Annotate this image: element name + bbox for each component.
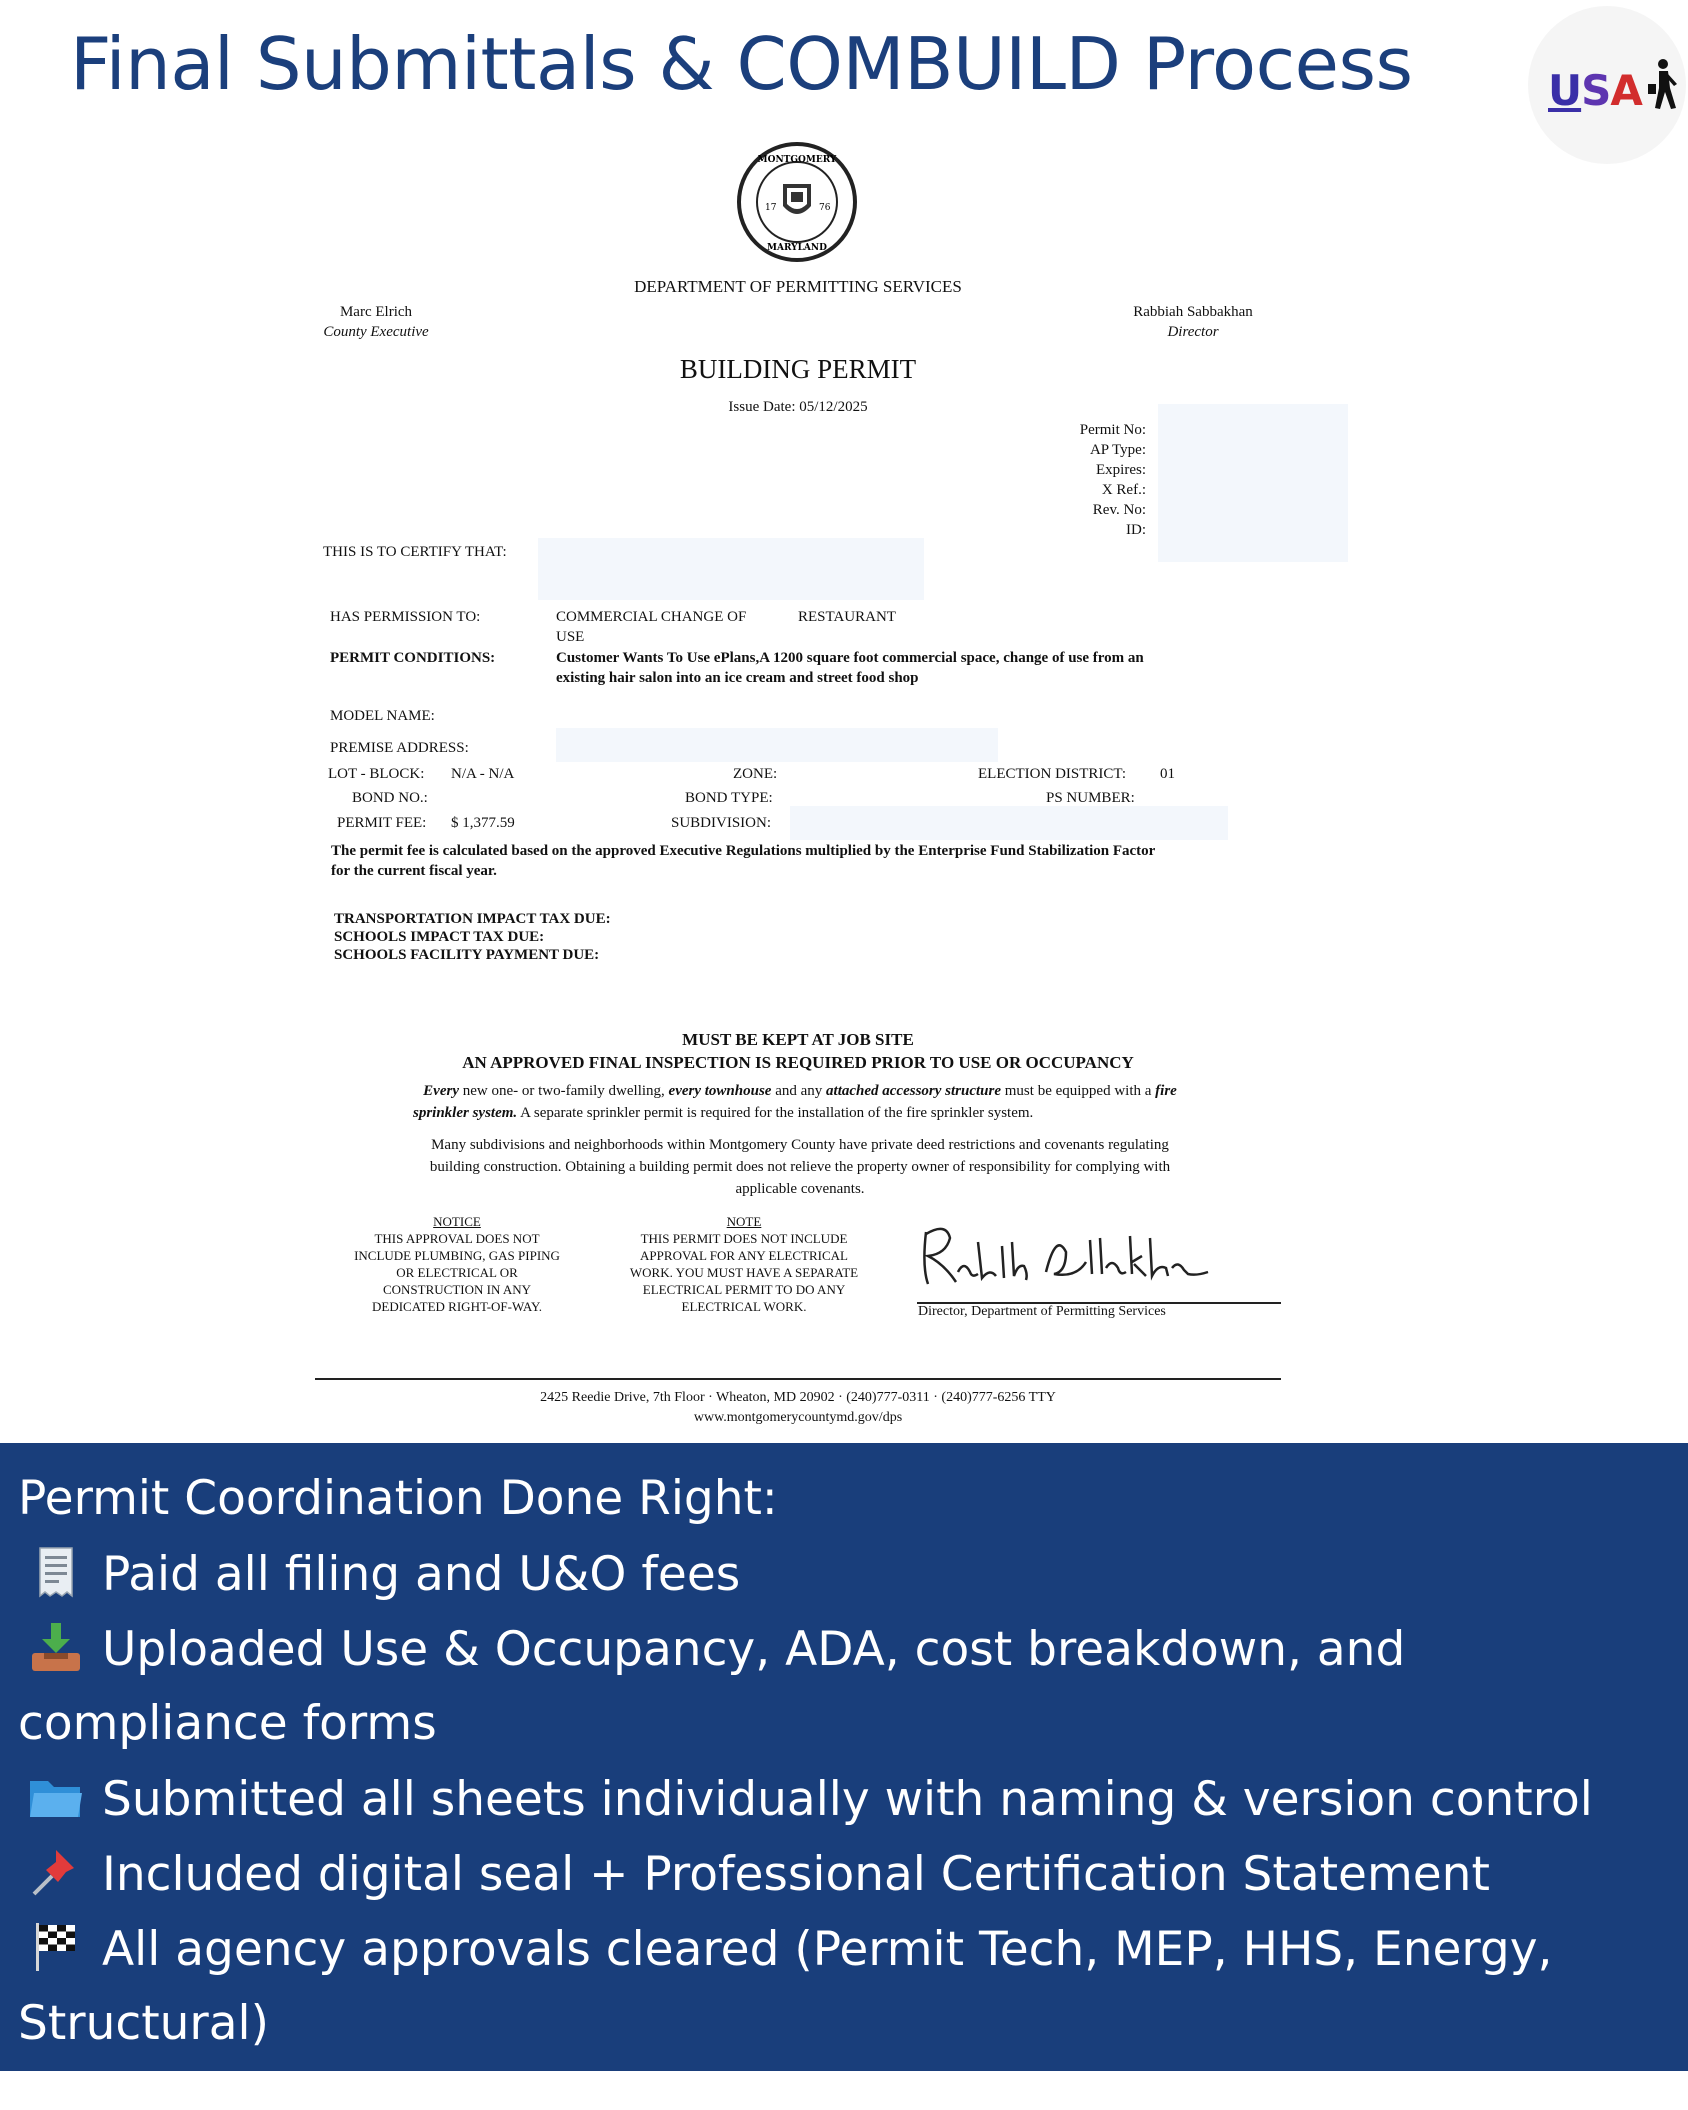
logo-text: USA: [1548, 66, 1642, 115]
receipt-icon: [28, 1546, 84, 1598]
executive-name: Marc Elrich: [339, 304, 413, 320]
director-name: Rabbiah Sabbakhan: [1133, 304, 1253, 320]
model-label: MODEL NAME:: [330, 708, 435, 724]
list-item: Uploaded Use & Occupancy, ADA, cost breakdown, and: [18, 1621, 1405, 1677]
list-item: All agency approvals cleared (Permit Tech, MEP, HHS, Energy,: [18, 1921, 1552, 1977]
bond-type-label: BOND TYPE:: [685, 790, 773, 806]
svg-text:17: 17: [765, 203, 777, 213]
notice-electrical: NOTE THIS PERMIT DOES NOT INCLUDE APPROVAL FOR ANY ELECTRICAL WORK. YOU MUST HAVE A SEPARATE ELECTRICAL PERMIT TO DO ANY ELECTRICAL WORK.: [629, 1214, 859, 1314]
permit-meta-labels: Permit No: AP Type: Expires: X Ref.: Rev. No: ID:: [1079, 422, 1146, 538]
conditions-label: PERMIT CONDITIONS:: [330, 650, 496, 666]
director-title: Director: [1167, 324, 1219, 340]
signature-caption: Director, Department of Permitting Services: [918, 1304, 1166, 1319]
list-item-continuation: Structural): [18, 1996, 269, 2051]
svg-text:MONTGOMERY: MONTGOMERY: [757, 155, 837, 165]
list-item-continuation: compliance forms: [18, 1696, 437, 1751]
permission-value-use-2: USE: [556, 629, 585, 645]
fee-label: PERMIT FEE:: [337, 815, 427, 831]
election-value: 01: [1160, 766, 1175, 782]
ps-number-label: PS NUMBER:: [1046, 790, 1135, 806]
list-item: Included digital seal + Professional Certification Statement: [18, 1846, 1490, 1902]
covenant-line-1: Many subdivisions and neighborhoods within Montgomery County have private deed restrictions and covenants regulating: [431, 1137, 1169, 1153]
subdivision-label: SUBDIVISION:: [671, 815, 772, 831]
department-name: DEPARTMENT OF PERMITTING SERVICES: [634, 277, 962, 296]
conditions-line-1: Customer Wants To Use ePlans,A 1200 square foot commercial space, change of use from an: [556, 650, 1144, 666]
county-seal: [735, 140, 859, 264]
sprinkler-line-1: Every new one- or two-family dwelling, every townhouse and any attached accessory structure must be equipped with a fire: [423, 1083, 1177, 1099]
person-walking-icon: [1646, 58, 1680, 112]
bond-no-label: BOND NO.:: [352, 790, 428, 806]
footer-address: 2425 Reedie Drive, 7th Floor · Wheaton, MD 20902 · (240)777-0311 · (240)777-6256 TTY: [540, 1390, 1056, 1405]
covenant-line-2: building construction. Obtaining a building permit does not relieve the property owner of responsibility for complying with: [429, 1159, 1171, 1175]
list-item: Submitted all sheets individually with naming & version control: [18, 1771, 1593, 1827]
conditions-line-2: existing hair salon into an ice cream and street food shop: [556, 670, 919, 686]
svg-text:MARYLAND: MARYLAND: [767, 243, 827, 253]
zone-label: ZONE:: [733, 766, 778, 782]
inbox-tray-icon: [28, 1621, 84, 1673]
redacted-address: [556, 728, 998, 762]
usa-logo: [1528, 6, 1686, 164]
pushpin-icon: [28, 1846, 84, 1898]
must-keep-notice: MUST BE KEPT AT JOB SITE: [682, 1030, 914, 1049]
permission-value-use: COMMERCIAL CHANGE OF: [556, 609, 747, 625]
election-label: ELECTION DISTRICT:: [978, 766, 1126, 782]
lot-label: LOT - BLOCK:: [328, 766, 425, 782]
executive-title: County Executive: [323, 324, 429, 340]
final-inspection-notice: AN APPROVED FINAL INSPECTION IS REQUIRED PRIOR TO USE OR OCCUPANCY: [462, 1053, 1134, 1072]
premise-label: PREMISE ADDRESS:: [330, 740, 469, 756]
list-item: Paid all filing and U&O fees: [18, 1546, 740, 1602]
covenant-line-3: applicable covenants.: [735, 1181, 865, 1197]
impact-taxes: TRANSPORTATION IMPACT TAX DUE: SCHOOLS IMPACT TAX DUE: SCHOOLS FACILITY PAYMENT DUE:: [334, 911, 611, 963]
permit-title: BUILDING PERMIT: [679, 354, 917, 384]
notice-plumbing: NOTICE THIS APPROVAL DOES NOT INCLUDE PLUMBING, GAS PIPING OR ELECTRICAL OR CONSTRUCTION IN ANY DEDICATED RIGHT-OF-WAY.: [354, 1214, 560, 1314]
certify-label: THIS IS TO CERTIFY THAT:: [323, 544, 507, 560]
panel-heading: Permit Coordination Done Right:: [18, 1471, 778, 1526]
checkered-flag-icon: [28, 1921, 84, 1973]
redacted-permittee: [538, 538, 924, 600]
permission-value-type: RESTAURANT: [798, 609, 896, 625]
issue-date: Issue Date: 05/12/2025: [728, 399, 868, 415]
permission-label: HAS PERMISSION TO:: [330, 609, 481, 625]
redacted-permit-meta: [1158, 404, 1348, 562]
footer-url: www.montgomerycountymd.gov/dps: [693, 1410, 903, 1425]
sprinkler-line-2: sprinkler system. A separate sprinkler permit is required for the installation of the fire sprinkler system.: [413, 1105, 1034, 1121]
folder-icon: [28, 1771, 84, 1823]
fee-value: $ 1,377.59: [451, 815, 515, 831]
fee-note-line-1: The permit fee is calculated based on the approved Executive Regulations multiplied by the Enterprise Fund Stabilization Factor: [331, 843, 1156, 859]
director-signature: [916, 1212, 1216, 1302]
summary-panel: [0, 1443, 1688, 2071]
svg-text:76: 76: [819, 203, 831, 213]
fee-note-line-2: for the current fiscal year.: [331, 863, 497, 879]
footer-divider: [315, 1378, 1281, 1380]
page-title: Final Submittals & COMBUILD Process: [70, 22, 1413, 106]
lot-value: N/A - N/A: [451, 766, 515, 782]
redacted-subdivision: [790, 806, 1228, 840]
